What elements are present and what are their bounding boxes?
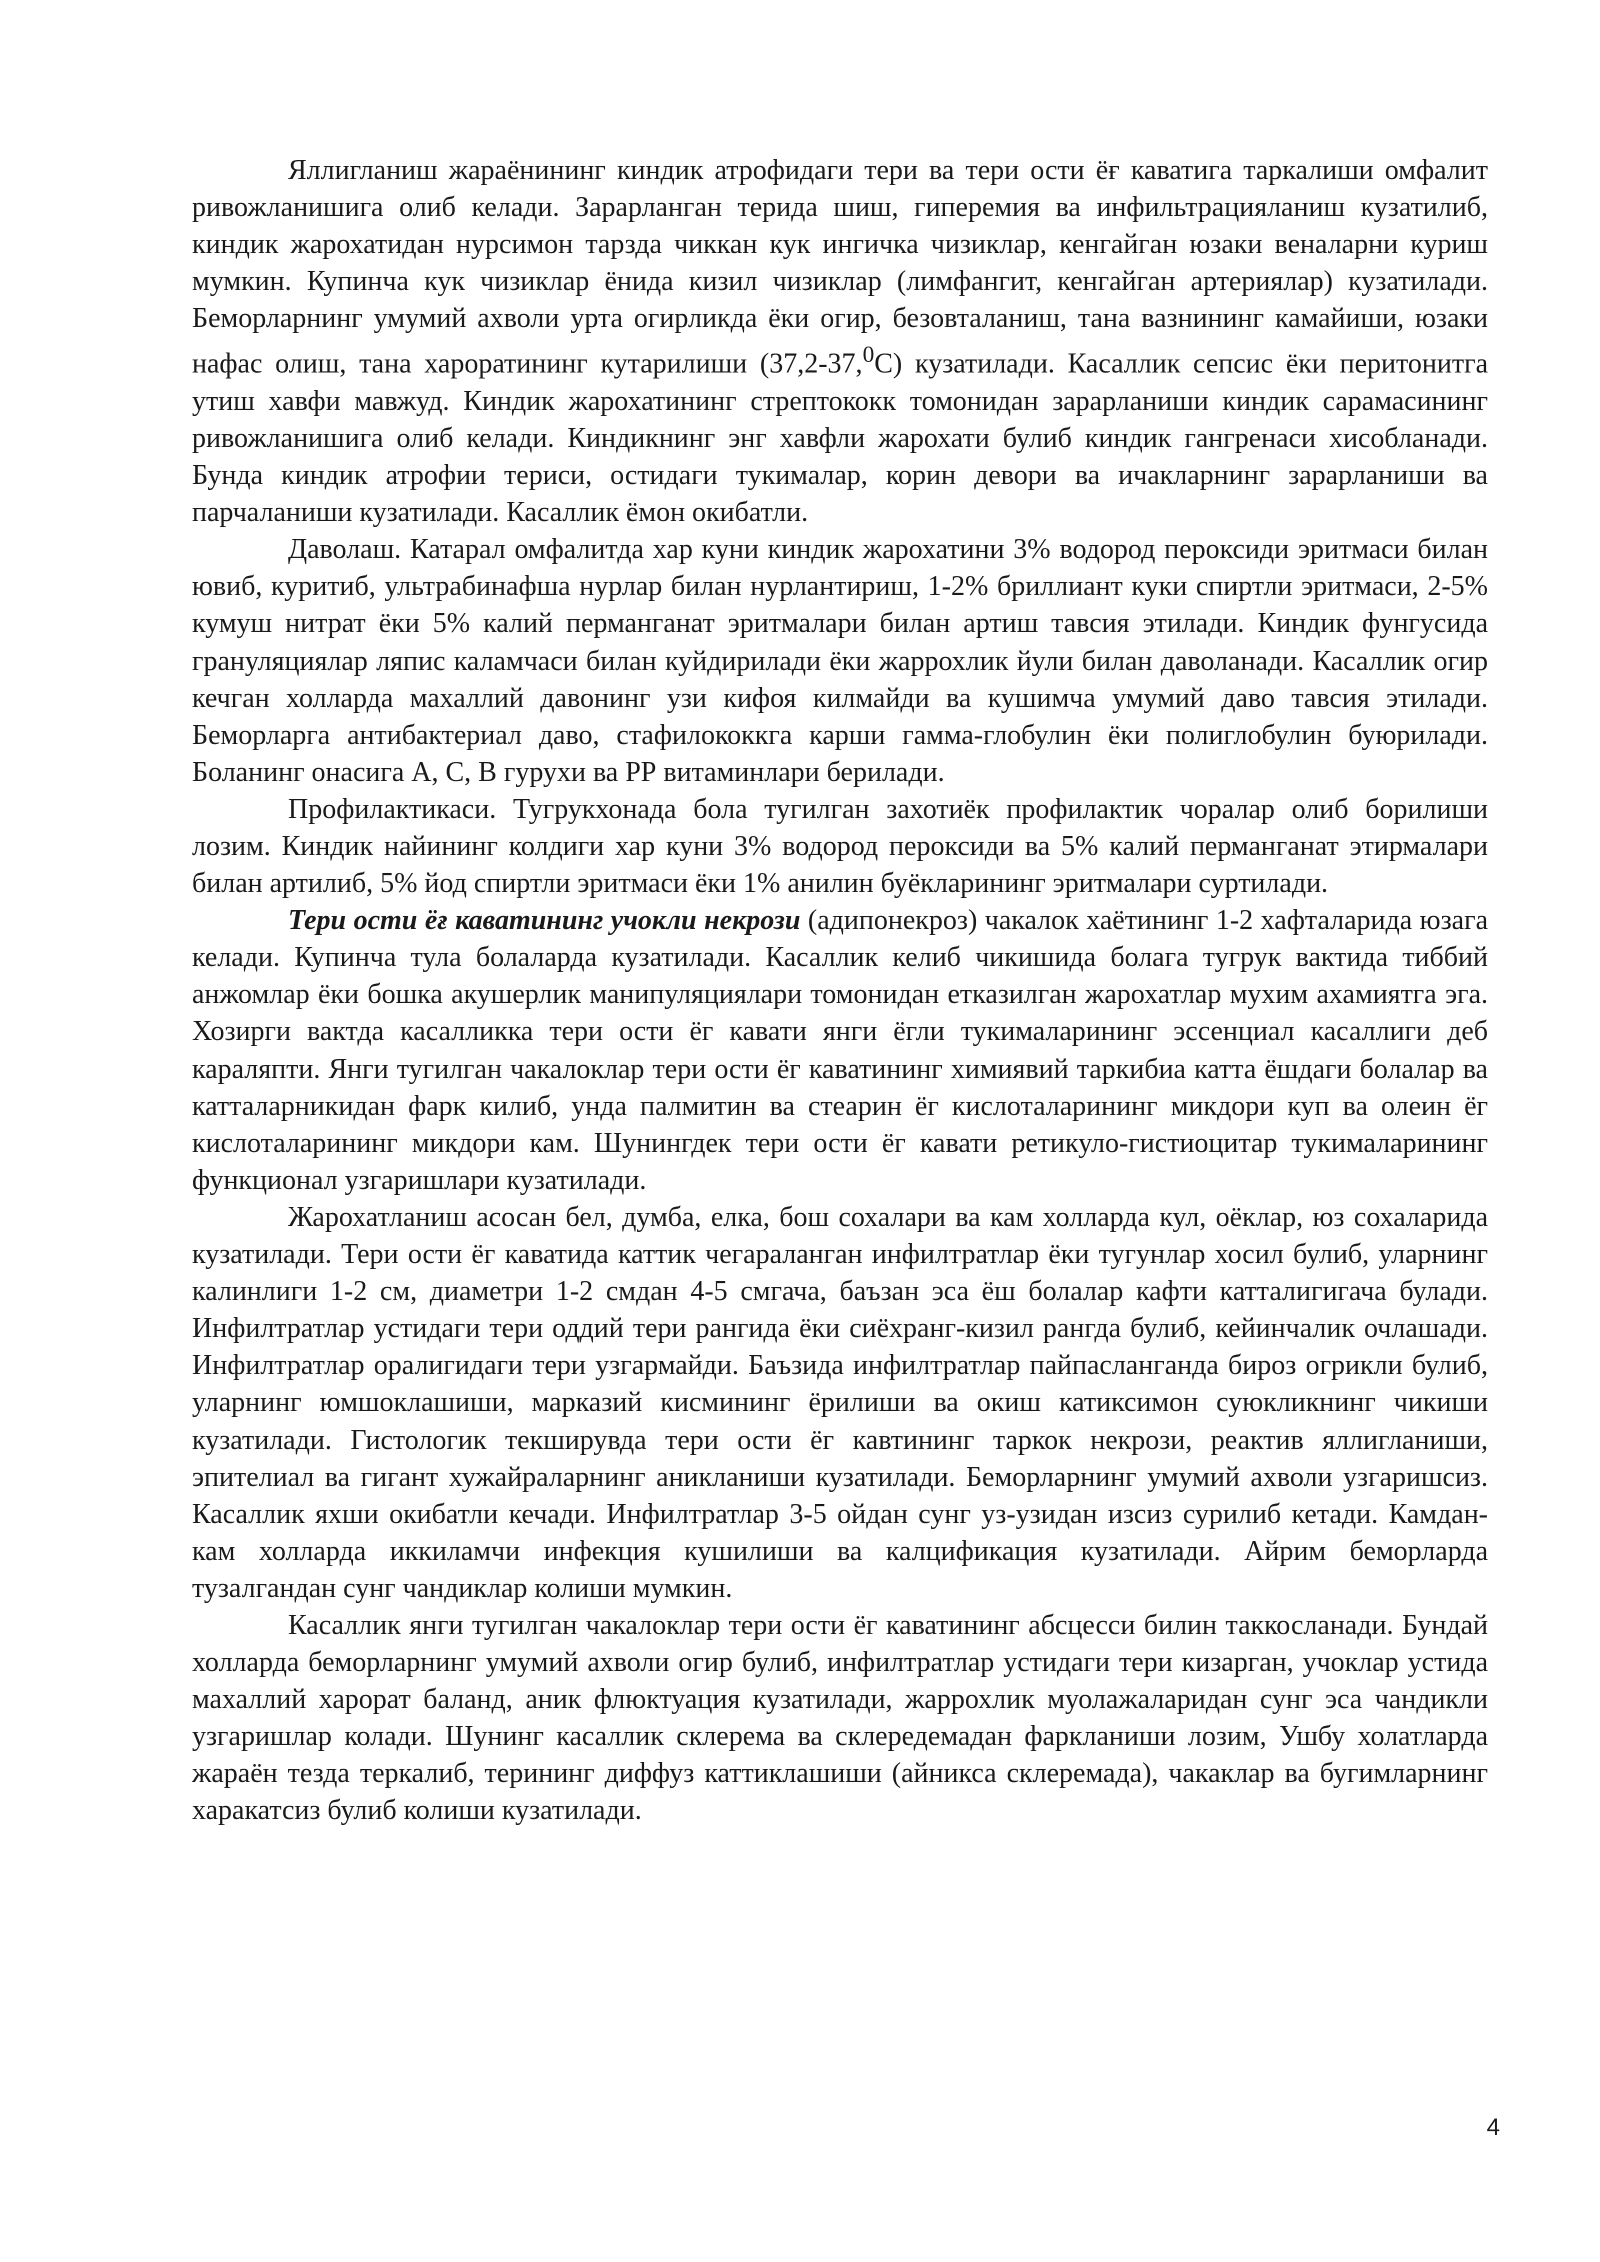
paragraph-adiponecrosis [192,902,1488,1199]
paragraph-text: Даволаш. Катарал омфалитда хар куни киндик жарохатини 3% водород пероксиди эритмаси билан ювиб, куритиб, ультрабинафша нурлар билан нурлантириш, 1-2% бриллиант куки спиртли эритмаси, 2-5% кумуш нитрат ёки 5% калий перманганат эритмалари билан артиш тавсия этилади. Киндик фунгусида грануляциялар ляпис каламчаси билан куйдирилади ёки жаррохлик йули билан даволанади. Касаллик огир кечган холларда махаллий давонинг узи кифоя килмайди ва кушимча умумий даво тавсия этилади. Беморларга антибактериал даво, стафилококкга карши гамма-глобулин ёки полиглобулин буюрилади. Боланинг онасига А, С, В гурухи ва РР витаминлари берилади. [192,534,1488,788]
paragraph-treatment [192,531,1488,791]
paragraph-prophylaxis [192,791,1488,902]
document-page [192,152,1488,1830]
paragraph-omphalitis [192,152,1488,531]
paragraph-differential [192,1607,1488,1830]
paragraph-localization [192,1199,1488,1607]
paragraph-text: Яллигланиш жараёнининг киндик атрофидаги тери ва тери ости ёғ каватига таркалиши омфалит ривожланишига олиб келади. Зарарланган терида шиш, гиперемия ва инфильтрацияланиш кузатилиб, киндик жарохатидан нурсимон тарзда чиккан кук ингичка чизиклар, кенгайган юзаки веналарни куриш мумкин. Купинча кук чизиклар ёнида кизил чизиклар (лимфангит, кенгайган артериялар) кузатилади. Беморларнинг умумий ахволи урта огирликда ёки огир, безовталаниш, тана вазнининг камайиши, юзаки нафас олиш, тана хароратининг кутарилиши (37,2-37, [192,155,1488,380]
section-heading: Тери ости ёғ каватининг учокли некрози [288,905,801,937]
page-number: 4 [1486,2114,1500,2141]
paragraph-text: Профилактикаси. Тугрукхонада бола тугилган захотиёк профилактик чоралар олиб борилиши лозим. Киндик найининг колдиги хар куни 3% водород пероксиди ва 5% калий перманганат этирмалари билан артилиб, 5% йод спиртли эритмаси ёки 1% анилин буёкларининг эритмалари суртилади. [192,793,1488,900]
paragraph-text: Жарохатланиш асосан бел, думба, елка, бош сохалари ва кам холларда кул, оёклар, юз сохаларида кузатилади. Тери ости ёг каватида каттик чегараланган инфилтратлар ёки тугунлар хосил булиб, уларнинг калинлиги 1-2 см, диаметри 1-2 смдан 4-5 смгача, баъзан эса ёш болалар кафти катталигигача булади. Инфилтратлар устидаги тери оддий тери рангида ёки сиёхранг-кизил рангда булиб, кейинчалик очлашади. Инфилтратлар оралигидаги тери узгармайди. Баъзида инфилтратлар пайпасланганда бироз огрикли булиб, уларнинг юмшоклашиши, марказий кисмининг ёрилиши ва окиш катиксимон суюкликнинг чикиши кузатилади. Гистологик текширувда тери ости ёг кавтининг таркок некрози, реактив яллигланиши, эпителиал ва гигант хужайраларнинг аникланиши кузатилади. Беморларнинг умумий ахволи узгаришсиз. Касаллик яхши окибатли кечади. Инфилтратлар 3-5 ойдан сунг уз-узидан изсиз сурилиб кетади. Камдан-кам холларда иккиламчи инфекция кушилиши ва калцификация кузатилади. Айрим беморларда тузалгандан сунг чандиклар колиши мумкин. [192,1201,1488,1604]
paragraph-text: С) кузатилади. Касаллик сепсис ёки перитонитга утиш хавфи мавжуд. Киндик жарохатининг стрептококк томонидан зарарланиши киндик сарамасининг ривожланишига олиб келади. Киндикнинг энг хавфли жарохати булиб киндик гангренаси хисобланади. Бунда киндик атрофии териси, остидаги тукималар, корин девори ва ичакларнинг зарарланиши ва парчаланиши кузатилади. Касаллик ёмон окибатли. [192,348,1488,529]
superscript-degree: 0 [862,342,875,369]
paragraph-text: (адипонекроз) чакалок хаётининг 1-2 хафталарида юзага келади. Купинча тула болаларда кузатилади. Касаллик келиб чикишида болага тугрук вактида тиббий анжомлар ёки бошка акушерлик манипуляциялари томонидан етказилган жарохатлар мухим ахамиятга эга. Хозирги вактда касалликка тери ости ёг кавати янги ёгли тукималарининг эссенциал касаллиги деб караляпти. Янги тугилган чакалоклар тери ости ёг каватининг химиявий таркибиа катта ёшдаги болалар ва катталарникидан фарк килиб, унда палмитин ва стеарин ёг кислоталарининг микдори куп ва олеин ёг кислоталарининг микдори кам. Шунингдек тери ости ёг кавати ретикуло-гистиоцитар тукималарининг функционал узгаришлари кузатилади. [192,905,1489,1196]
paragraph-text: Касаллик янги тугилган чакалоклар тери ости ёг каватининг абсцесси билин таккосланади. Бундай холларда беморларнинг умумий ахволи огир булиб, инфилтратлар устидаги тери кизарган, учоклар устида махаллий харорат баланд, аник флюктуация кузатилади, жаррохлик муолажаларидан сунг эса чандикли узгаришлар колади. Шунинг касаллик склерема ва склередемадан фаркланиши лозим, Ушбу холатларда жараён тезда теркалиб, терининг диффуз каттиклашиши (айникса склеремада), чакаклар ва бугимларнинг харакатсиз булиб колиши кузатилади. [192,1609,1488,1827]
